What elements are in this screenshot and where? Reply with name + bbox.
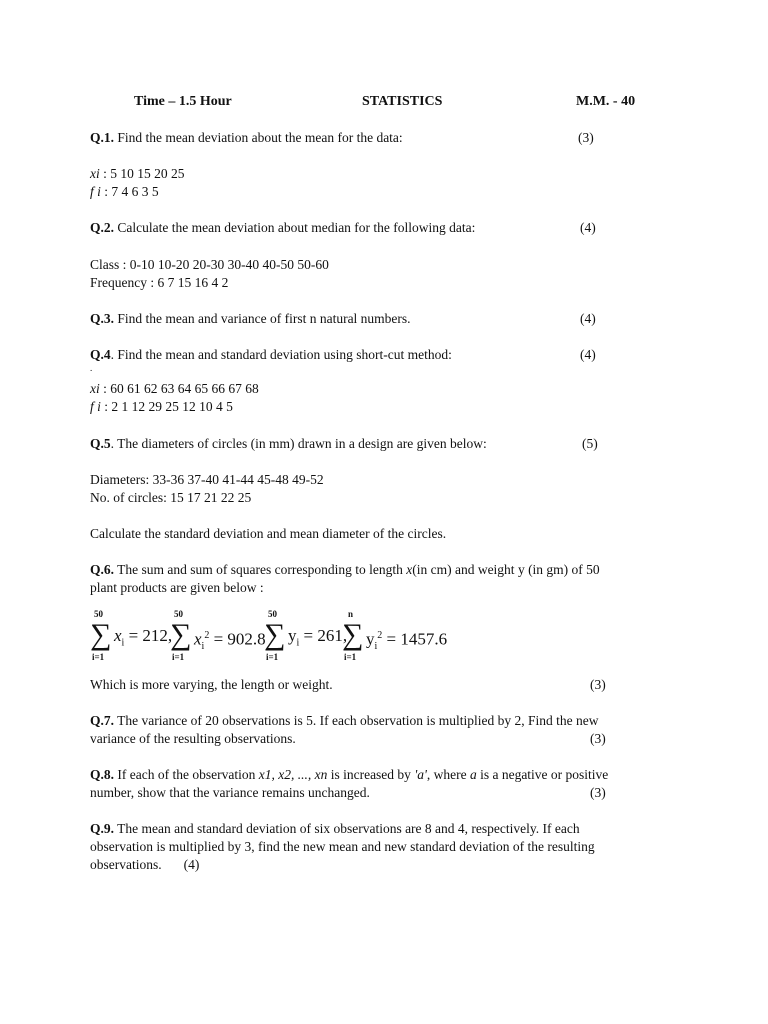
q5-diameters-row: Diameters: 33-36 37-40 41-44 45-48 49-52 [90,472,324,487]
subscript-i: i [201,641,205,653]
var-x: x [194,629,202,649]
superscript-2: 2 [204,630,210,641]
fi-values: : 2 1 12 29 25 12 10 4 5 [100,399,233,414]
q4-fi-row [90,398,233,416]
question-6 [90,561,690,579]
question-5 [90,435,690,453]
question-text: The variance of 20 observations is 5. If each observation is multiplied by 2, Find the new [114,713,599,728]
sum-3-value: = 261, [303,626,348,645]
question-text: If each of the observation [114,767,259,782]
q8-line-2: number, show that the variance remains unchanged. [90,785,370,800]
q9-line-3 [90,856,199,874]
question-2 [90,219,690,237]
subscript-i: i [121,637,125,649]
sum-1-lower: i=1 [92,652,105,662]
sum-4-expression [366,626,448,657]
question-4 [90,346,690,364]
subject-title: STATISTICS [362,94,443,109]
subscript-i: i [374,641,378,653]
q1-fi-row [90,183,159,201]
q6-question-line: Which is more varying, the length or weight. [90,677,333,692]
summation-formula [88,608,448,664]
question-9-marks: (4) [183,857,200,872]
question-number: Q.6. [90,562,115,577]
question-8 [90,766,690,784]
question-3-marks: (4) [580,311,596,326]
q2-frequency-row: Frequency : 6 7 15 16 4 2 [90,275,229,290]
question-text: The sum and sum of squares corresponding to length [114,562,407,577]
question-text: . The diameters of circles (in mm) drawn in a design are given below: [110,436,487,451]
var-y: y [366,629,375,649]
question-2-marks: (4) [580,220,596,235]
superscript-2: 2 [377,630,383,641]
sum-1-expression [114,626,172,653]
sum-4-lower: i=1 [344,652,357,662]
q7-line-2: variance of the resulting observations. [90,731,296,746]
sum-4-sigma: ∑ [342,618,364,651]
q2-class-row: Class : 0-10 10-20 20-30 30-40 40-50 50-60 [90,257,329,272]
question-text: Find the mean deviation about the mean for the data: [114,130,403,145]
fi-label: f i [90,184,101,199]
question-text: The mean and standard deviation of six observations are 8 and 4, respectively. If each [114,821,580,836]
var-y: y [288,626,297,645]
question-text-cont: is increased by [327,767,415,782]
observation-vars: x1, x2, ..., xn [258,767,328,782]
sum-4-upper: n [348,609,354,619]
sum-2-sigma: ∑ [170,618,192,651]
q5-circles-row: No. of circles: 15 17 21 22 25 [90,490,252,505]
sum-3-upper: 50 [268,609,277,619]
question-number: Q.7. [90,713,115,728]
question-text: . Find the mean and standard deviation using short-cut method: [110,347,452,362]
question-text-cont: is a negative or positive [476,767,609,782]
var-x: x [114,626,122,645]
var-x: x [406,562,413,577]
q1-xi-row [90,165,185,183]
question-5-marks: (5) [582,436,598,451]
question-6-marks: (3) [590,677,606,692]
question-number: Q.2. [90,220,115,235]
time-label: Time – 1.5 Hour [134,94,232,109]
question-text: Find the mean and variance of first n natural numbers. [114,311,411,326]
question-text-cont: (in cm) and weight y (in gm) of 50 [412,562,600,577]
sum-1-sigma: ∑ [90,618,112,651]
q4-dot: . [90,363,93,373]
sum-4-value: = 1457.6 [386,629,448,649]
a-quote: 'a' [414,767,427,782]
question-4-marks: (4) [580,347,596,362]
q4-xi-row [90,380,259,398]
sum-3-lower: i=1 [266,652,279,662]
question-number: Q.3. [90,311,115,326]
sum-1-upper: 50 [94,609,103,619]
question-7 [90,712,690,730]
question-3 [90,310,690,328]
q5-instruction: Calculate the standard deviation and mean diameter of the circles. [90,526,447,541]
sum-2-expression [194,626,266,657]
xi-label: xi [90,166,100,181]
subscript-i: i [296,637,300,649]
xi-values: : 60 61 62 63 64 65 66 67 68 [99,381,259,396]
question-number: Q.9. [90,821,115,836]
fi-label: f i [90,399,101,414]
sum-2-upper: 50 [174,609,183,619]
q6-line-2: plant products are given below : [90,580,264,595]
question-7-marks: (3) [590,731,606,746]
question-text: Calculate the mean deviation about median for the following data: [114,220,476,235]
question-number: Q.5 [90,436,111,451]
question-number: Q.4 [90,347,111,362]
question-1-marks: (3) [578,130,594,145]
fi-values: : 7 4 6 3 5 [100,184,159,199]
max-marks: M.M. - 40 [576,94,636,109]
q9-line-2: observation is multiplied by 3, find the new mean and new standard deviation of the resulting [90,839,595,854]
question-number: Q.8. [90,767,115,782]
xi-values: : 5 10 15 20 25 [99,166,185,181]
a-var: a [469,767,477,782]
question-8-marks: (3) [590,785,606,800]
sum-1-value: = 212, [128,626,173,645]
question-1 [90,129,690,147]
question-number: Q.1. [90,130,115,145]
q9-line-3-text: observations. [90,857,162,872]
sum-3-sigma: ∑ [264,618,286,651]
xi-label: xi [90,381,100,396]
question-text-cont: , where [426,767,470,782]
sum-3-expression [288,626,347,653]
sum-2-lower: i=1 [172,652,185,662]
question-9 [90,820,690,838]
sum-2-value: = 902.8 [213,629,266,649]
